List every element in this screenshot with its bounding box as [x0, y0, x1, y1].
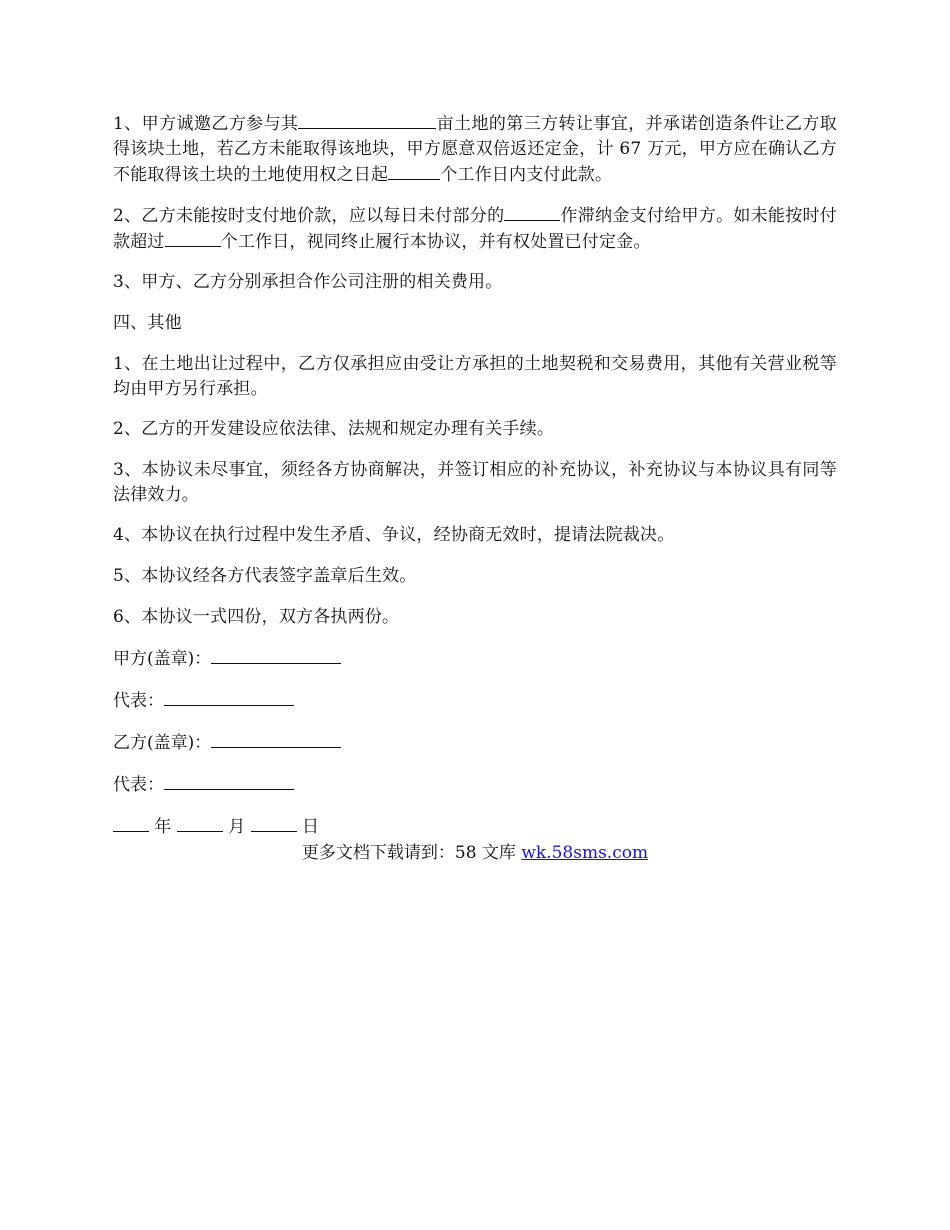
rep-a-blank — [164, 688, 294, 706]
other-clause-3: 3、本协议未尽事宜，须经各方协商解决，并签订相应的补充协议，补充协议与本协议具有同等法律效力。 — [113, 460, 837, 505]
section-heading: 四、其他 — [113, 313, 182, 333]
clause-1-text-c: 个工作日内支付此款。 — [440, 165, 613, 185]
clause-1-text-a: 1、甲方诚邀乙方参与其 — [113, 114, 299, 134]
footer — [0, 841, 950, 866]
other-clause-1: 1、在土地出让过程中，乙方仅承担应由受让方承担的土地契税和交易费用，其他有关营业税等均由甲方另行承担。 — [113, 354, 837, 399]
clause-3: 3、甲方、乙方分别承担合作公司注册的相关费用。 — [113, 272, 503, 292]
blank-workdays — [388, 162, 440, 180]
rep-b-blank — [164, 772, 294, 790]
day-label: 日 — [302, 817, 320, 837]
party-a-seal-line — [113, 646, 837, 672]
party-b-label: 乙方(盖章)： — [113, 733, 212, 753]
clause-2-text-c: 个工作日，视同终止履行本协议，并有权处置已付定金。 — [220, 232, 651, 252]
other-clause-5: 5、本协议经各方代表签字盖章后生效。 — [113, 566, 417, 586]
clause-2-text-b: 作滞纳金支付给甲方。如未能按时付款超过 — [113, 206, 837, 252]
day-blank — [251, 814, 297, 832]
month-blank — [177, 814, 223, 832]
month-label: 月 — [228, 817, 246, 837]
rep-a-label: 代表： — [113, 691, 164, 711]
date-line — [113, 814, 837, 840]
footer-link[interactable]: wk.58sms.com — [521, 843, 649, 863]
blank-late-fee-rate — [504, 203, 560, 221]
rep-a-line — [113, 688, 837, 714]
party-a-label: 甲方(盖章)： — [113, 649, 212, 669]
footer-text: 更多文档下载请到：58 文库 — [301, 843, 522, 863]
party-b-seal-line — [113, 730, 837, 756]
party-a-blank — [211, 646, 341, 664]
year-label: 年 — [154, 817, 172, 837]
clause-2-text-a: 2、乙方未能按时支付地价款，应以每日未付部分的 — [113, 206, 505, 226]
clause-1-text-b: 亩土地的第三方转让事宜，并承诺创造条件让乙方取得该块土地，若乙方未能取得该地块，甲方愿意双倍返还定金，计 67 万元，甲方应在确认乙方不能取得该土块的土地使用权之日起 — [113, 114, 837, 185]
rep-b-label: 代表： — [113, 775, 164, 795]
blank-land-area — [298, 111, 436, 129]
other-clause-6: 6、本协议一式四份，双方各执两份。 — [113, 607, 400, 627]
blank-overdue-days — [165, 229, 221, 247]
document-body — [113, 111, 837, 856]
party-b-blank — [211, 730, 341, 748]
clause-1 — [113, 111, 837, 188]
year-blank — [113, 814, 149, 832]
other-clause-2: 2、乙方的开发建设应依法律、法规和规定办理有关手续。 — [113, 419, 555, 439]
clause-2 — [113, 203, 837, 255]
other-clause-4: 4、本协议在执行过程中发生矛盾、争议，经协商无效时，提请法院裁决。 — [113, 525, 675, 545]
rep-b-line — [113, 772, 837, 798]
